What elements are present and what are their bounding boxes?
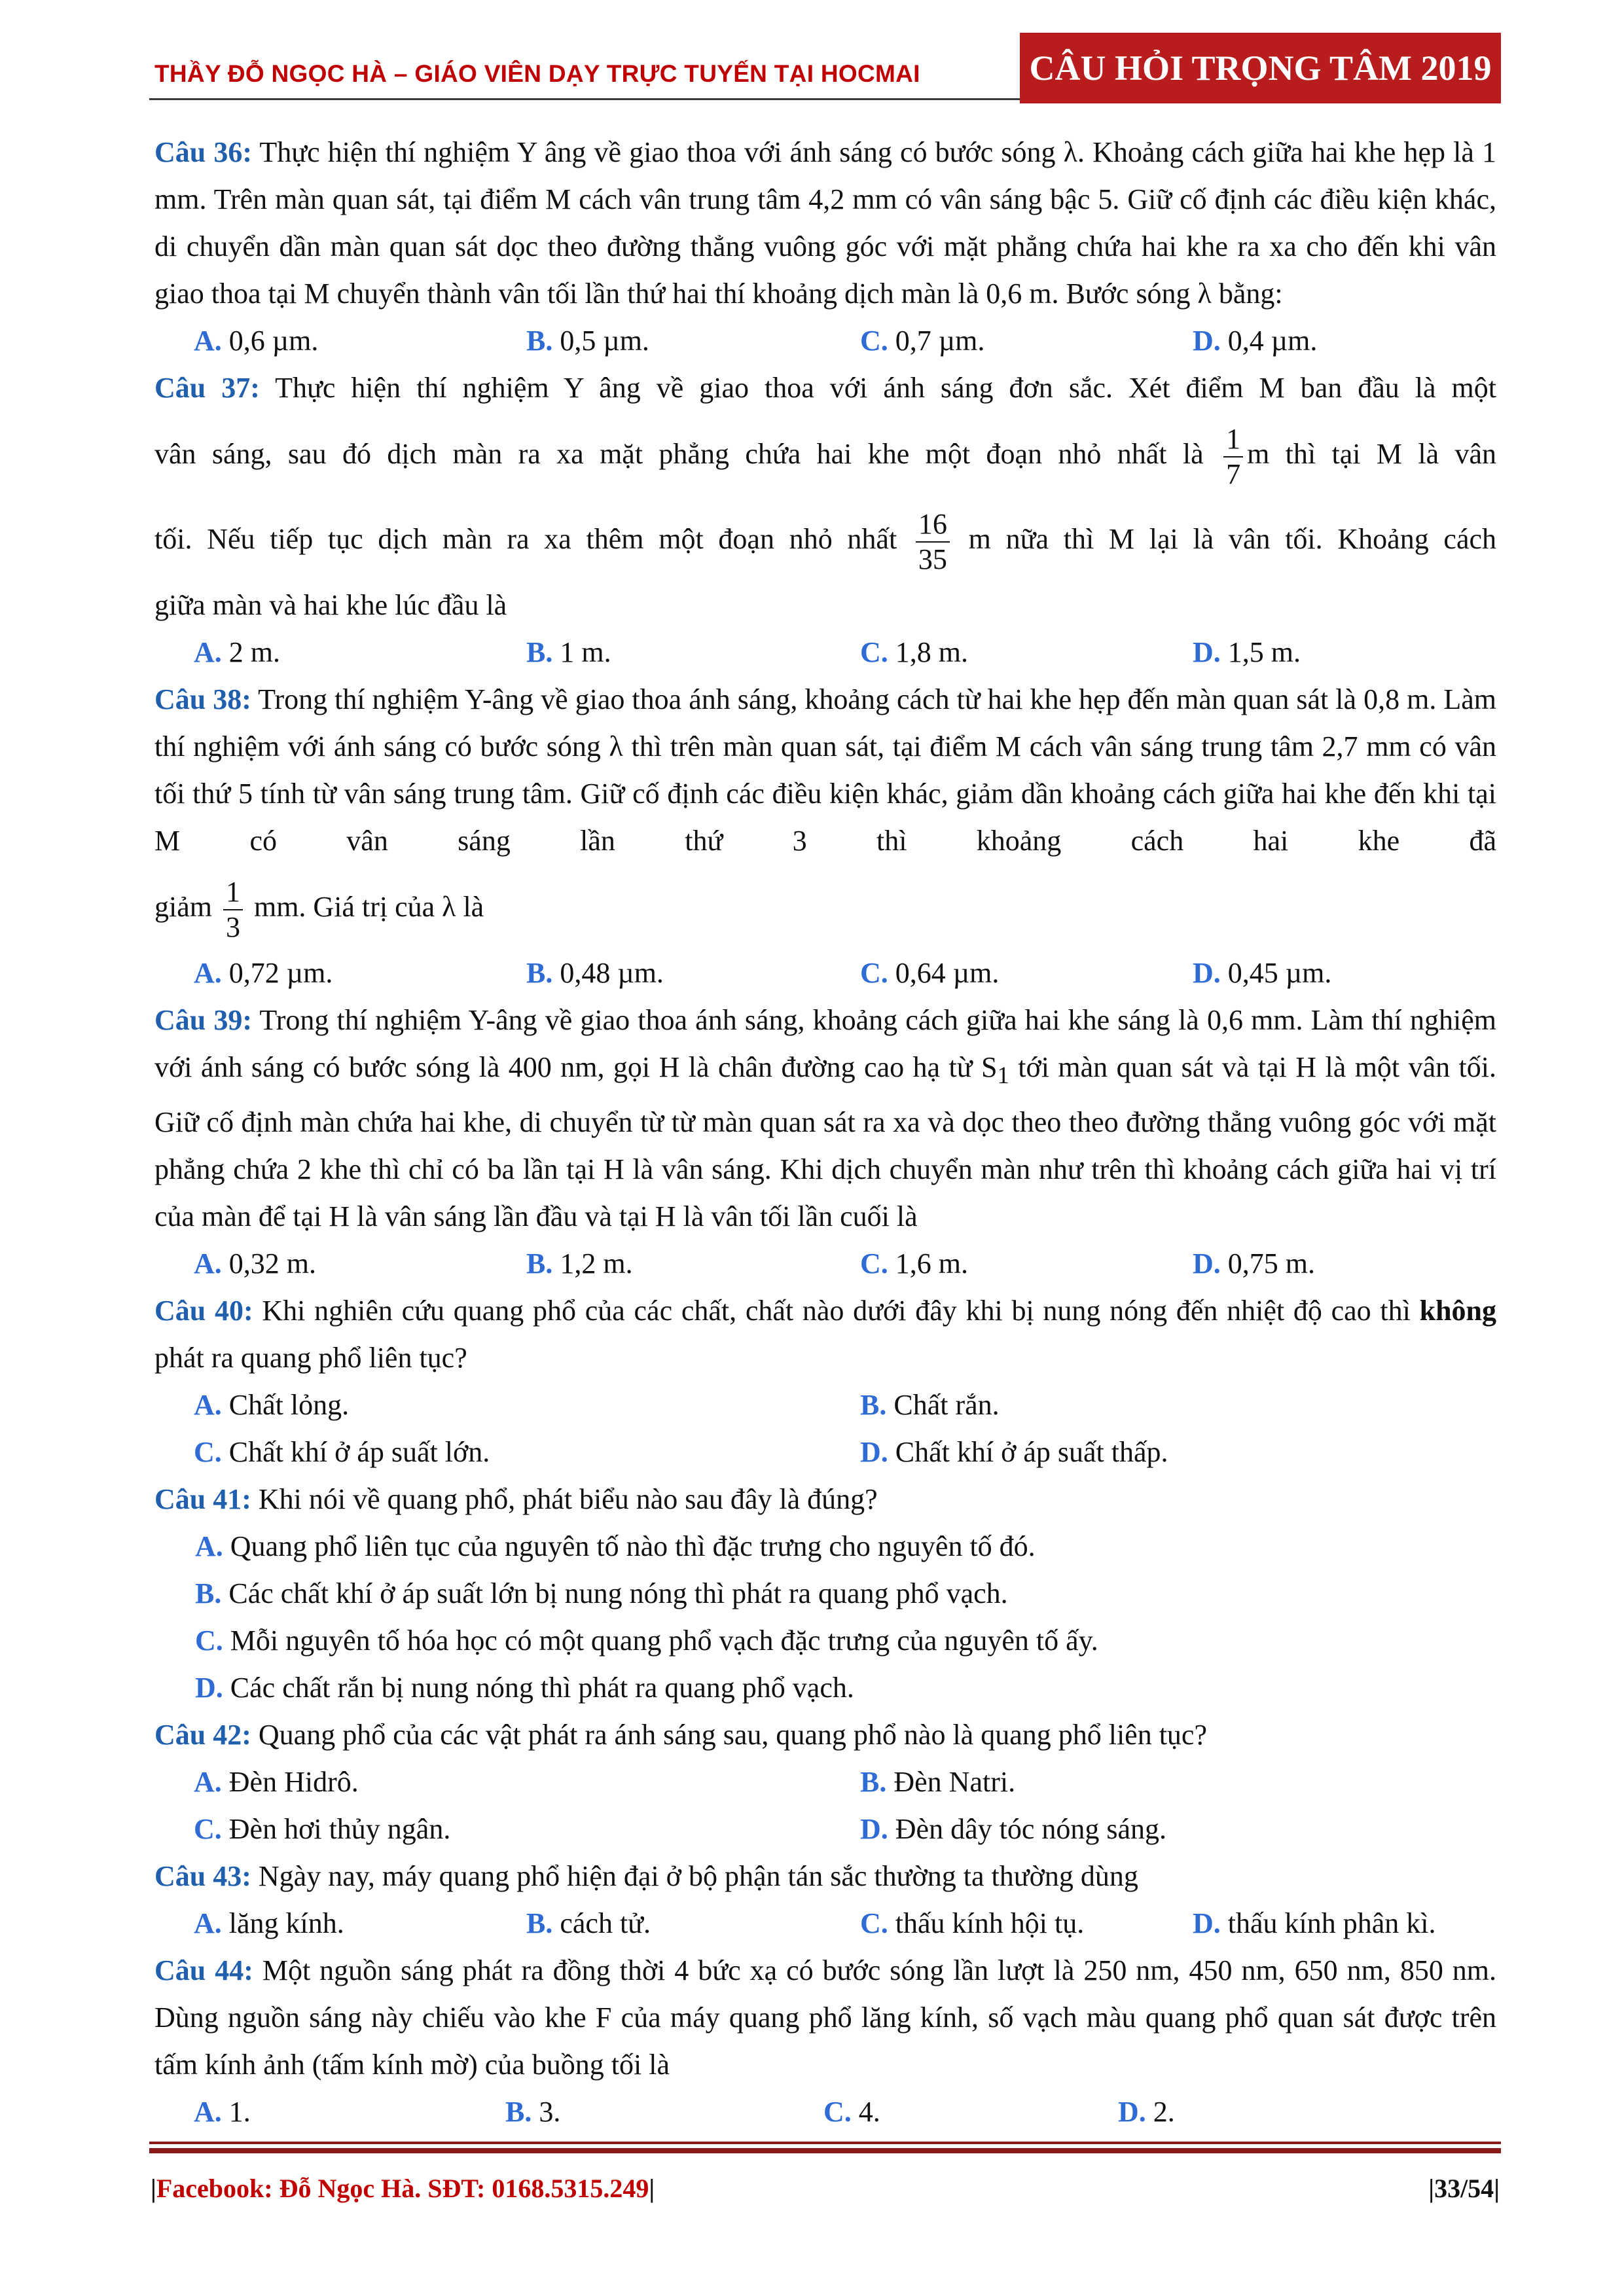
question-label: Câu 44: [154,1954,253,1986]
question-text: phát ra quang phổ liên tục? [154,1341,467,1374]
question-text: Ngày nay, máy quang phổ hiện đại ở bộ phận tán sắc thường ta thường dùng [258,1859,1138,1892]
header-teacher-title: THẦY ĐỖ NGỌC HÀ – GIÁO VIÊN DẠY TRỰC TUYẾN TẠI HOCMAI [154,60,920,87]
question-37-line4 [154,582,1496,629]
question-36 [154,129,1496,317]
option-a: A. Quang phổ liên tục của nguyên tố nào thì đặc trưng cho nguyên tố đó. [195,1530,1036,1562]
question-label: Câu 41: [154,1482,251,1515]
option-c: C. Mỗi nguyên tố hóa học có một quang phổ vạch đặc trưng của nguyên tố ấy. [195,1624,1098,1657]
question-38-end [154,865,1496,950]
question-emphasis: không [1419,1294,1497,1327]
question-42 [154,1712,1496,1759]
question-text: vân sáng, sau đó dịch màn ra xa mặt phẳng chứa hai khe một đoạn nhỏ nhất là [154,438,1204,470]
question-label: Câu 38: [154,683,251,715]
option-a: A. Chất lỏng. [194,1388,350,1421]
option-b: B. 1,2 m. [526,1247,633,1280]
footer-contact [151,2173,655,2204]
question-label: Câu 39: [154,1004,253,1036]
option-b: B. 1 m. [526,636,611,668]
page-number [1428,2173,1500,2204]
option-c: C. Chất khí ở áp suất lớn. [194,1435,490,1468]
option-b: B. 0,48 µm. [526,957,664,989]
question-37 [154,365,1496,412]
question-label: Câu 40: [154,1294,253,1327]
option-b: B. 3. [505,2095,561,2128]
footer-divider-thick [149,2148,1501,2153]
option-c: C. 0,7 µm. [860,325,985,357]
question-38 [154,676,1496,865]
header-badge: CÂU HỎI TRỌNG TÂM 2019 [1020,33,1501,103]
question-label: Câu 37: [154,372,260,404]
option-b: B. Các chất khí ở áp suất lớn bị nung nóng thì phát ra quang phổ vạch. [195,1577,1008,1609]
options-40-row2 [154,1429,1496,1476]
question-text: giữa màn và hai khe lúc đầu là [154,589,507,621]
option-d: D. 0,75 m. [1193,1247,1316,1280]
question-text: Thực hiện thí nghiệm Y âng về giao thoa với ánh sáng đơn sắc. Xét điểm M ban đầu là một [275,372,1496,404]
option-a: A. 2 m. [194,636,281,668]
question-text: Trong thí nghiệm Y-âng về giao thoa ánh sáng, khoảng cách từ hai khe hẹp đến màn quan sát là 0,8 m. Làm thí nghiệm với ánh sáng có bước sóng λ thì trên màn quan sát, tại điểm M cách vân sáng trung tâm 2,7 mm có vân tối thứ 5 tính từ vân sáng trung tâm. Giữ cố định các điều kiện khác, giảm dần khoảng cách giữa hai khe đến khi tại M có vân sáng lần thứ 3 thì khoảng cách hai khe đã [154,683,1496,857]
question-label: Câu 42: [154,1718,251,1751]
option-d: D. 0,45 µm. [1193,957,1332,989]
fraction: $\frac{16}{35}$ [916,507,950,577]
option-c: C. Đèn hơi thủy ngân. [194,1812,451,1845]
option-d: D. 1,5 m. [1193,636,1301,668]
option-d: D. thấu kính phân kì. [1193,1907,1436,1939]
option-a: A. 0,32 m. [194,1247,317,1280]
options-36 [154,317,1496,365]
page-header [149,33,1501,103]
page-number-text: 33/54 [1434,2174,1494,2203]
question-text: m thì tại M là vân [1247,438,1497,470]
footer-bar: | [649,2174,655,2203]
question-text: tới màn quan sát và tại H là một vân tối. Giữ cố định màn chứa hai khe, di chuyển từ từ màn quan sát ra xa và dọc theo theo đường thẳng vuông góc với mặt phẳng chứa 2 khe thì chỉ có ba lần tại H là vân sáng. Khi dịch chuyển màn như trên thì khoảng cách giữa hai vị trí của màn để tại H là vân sáng lần đầu và tại H là vân tối lần cuối là [154,1051,1497,1232]
option-b: B. cách tử. [526,1907,651,1939]
options-37 [154,629,1496,676]
question-37-line3 [154,497,1496,582]
question-label: Câu 43: [154,1859,251,1892]
options-43 [154,1900,1496,1947]
question-text: tối. Nếu tiếp tục dịch màn ra xa thêm một đoạn nhỏ nhất [154,523,897,555]
question-39 [154,997,1496,1240]
header-divider [149,98,1020,100]
option-d: D. Các chất rắn bị nung nóng thì phát ra quang phổ vạch. [195,1671,854,1704]
option-d: D. 0,4 µm. [1193,325,1318,357]
option-b: B. 0,5 µm. [526,325,649,357]
option-d: D. Chất khí ở áp suất thấp. [860,1435,1168,1468]
question-text: Thực hiện thí nghiệm Y âng về giao thoa với ánh sáng có bước sóng λ. Khoảng cách giữa hai khe hẹp là 1 mm. Trên màn quan sát, tại điểm M cách vân trung tâm 4,2 mm có vân sáng bậc 5. Giữ cố định các điều kiện khác, di chuyển dần màn quan sát dọc theo đường thẳng vuông góc với mặt phẳng chứa hai khe ra xa cho đến khi vân giao thoa tại M chuyển thành vân tối lần thứ hai thí khoảng dịch màn là 0,6 m. Bước sóng λ bằng: [154,136,1496,310]
question-text: Quang phổ của các vật phát ra ánh sáng sau, quang phổ nào là quang phổ liên tục? [258,1718,1207,1751]
fraction: $\frac{1}{7}$ [1223,422,1243,492]
option-c: C. 1,8 m. [860,636,969,668]
question-text: mm. Giá trị của λ là [253,891,484,923]
option-c: C. 4. [823,2095,880,2128]
question-text: m nữa thì M lại là vân tối. Khoảng cách [968,523,1497,555]
question-41 [154,1476,1496,1523]
option-b: B. Đèn Natri. [860,1765,1016,1798]
option-d: D. 2. [1118,2095,1175,2128]
option-a: A. lăng kính. [194,1907,344,1939]
options-42-row2 [154,1806,1496,1853]
question-44 [154,1947,1496,2089]
option-a: A. 1. [194,2095,251,2128]
options-42-row1 [154,1759,1496,1806]
option-c: C. 0,64 µm. [860,957,1000,989]
question-43 [154,1853,1496,1900]
option-a: A. 0,6 µm. [194,325,319,357]
option-a: A. 0,72 µm. [194,957,333,989]
option-c: C. thấu kính hội tụ. [860,1907,1085,1939]
question-list [154,129,1496,2136]
subscript: 1 [997,1061,1009,1088]
footer-bar: | [151,2174,156,2203]
option-b: B. Chất rắn. [860,1388,1000,1421]
question-text: Khi nghiên cứu quang phổ của các chất, chất nào dưới đây khi bị nung nóng đến nhiệt độ cao thì [262,1294,1411,1327]
footer-bar: | [1494,2174,1500,2203]
question-label: Câu 36: [154,136,253,168]
options-38 [154,950,1496,997]
option-a: A. Đèn Hidrô. [194,1765,359,1798]
option-c: C. 1,6 m. [860,1247,969,1280]
question-text: giảm [154,891,212,923]
options-40-row1 [154,1382,1496,1429]
options-39 [154,1240,1496,1287]
question-37-line2 [154,412,1496,497]
question-text: Một nguồn sáng phát ra đồng thời 4 bức xạ có bước sóng lần lượt là 250 nm, 450 nm, 650 nm, 850 nm. Dùng nguồn sáng này chiếu vào khe F của máy quang phổ lăng kính, số vạch màu quang phổ quan sát được trên tấm kính ảnh (tấm kính mờ) của buồng tối là [154,1954,1497,2081]
option-d: D. Đèn dây tóc nóng sáng. [860,1812,1167,1845]
question-40 [154,1287,1496,1382]
footer-contact-text: Facebook: Đỗ Ngọc Hà. SĐT: 0168.5315.249 [156,2174,649,2203]
question-text: Trong thí nghiệm Y-âng về giao thoa ánh sáng, khoảng cách giữa hai khe sáng là 0,6 mm. Làm thí nghiệm với ánh sáng có bước sóng là 400 nm, gọi H là chân đường cao hạ từ S [154,1004,1496,1083]
fraction: $\frac{1}{3}$ [223,875,243,944]
options-44 [154,2089,1496,2136]
footer-bar: | [1428,2174,1435,2203]
footer-divider-thin [149,2142,1501,2144]
question-text: Khi nói về quang phổ, phát biểu nào sau đây là đúng? [258,1482,878,1515]
